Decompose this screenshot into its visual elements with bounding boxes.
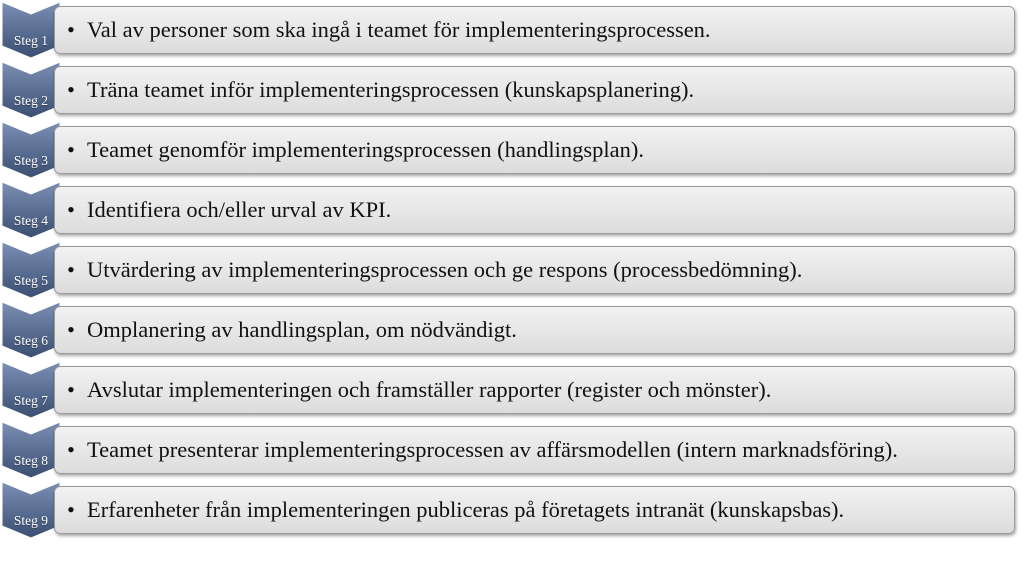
step-text: Teamet presenterar implementeringsprocessen av affärsmodellen (intern marknadsföring). <box>87 437 898 462</box>
bullet: • <box>67 497 75 522</box>
step-label: Steg 6 <box>13 333 49 348</box>
step-text: Teamet genomför implementeringsprocessen (handlingsplan). <box>87 137 645 162</box>
step-text: Val av personer som ska ingå i teamet för implementeringsprocessen. <box>87 17 711 42</box>
bullet: • <box>67 257 75 282</box>
step-row <box>54 186 1015 234</box>
step-label: Steg 3 <box>13 153 49 168</box>
step-chevron <box>2 122 60 178</box>
step-text: Erfarenheter från implementeringen publiceras på företagets intranät (kunskapsbas). <box>87 497 845 522</box>
step-label: Steg 4 <box>13 213 49 228</box>
step-row <box>54 426 1015 474</box>
step-label: Steg 9 <box>13 513 49 528</box>
bullet: • <box>67 437 75 462</box>
step-label: Steg 8 <box>13 453 49 468</box>
bullet: • <box>67 17 75 42</box>
bullet: • <box>67 317 75 342</box>
step-row <box>54 6 1015 54</box>
step-chevron <box>2 2 60 58</box>
step-label: Steg 2 <box>13 93 49 108</box>
step-chevron <box>2 422 60 478</box>
step-chevron <box>2 362 60 418</box>
step-label: Steg 7 <box>13 393 49 408</box>
step-chevron <box>2 302 60 358</box>
step-chevron <box>2 242 60 298</box>
step-chevron <box>2 62 60 118</box>
bullet: • <box>67 77 75 102</box>
step-row <box>54 366 1015 414</box>
bullet: • <box>67 137 75 162</box>
step-chevron <box>2 182 60 238</box>
step-row <box>54 246 1015 294</box>
step-text: Identifiera och/eller urval av KPI. <box>87 197 392 222</box>
step-chevron <box>2 482 60 538</box>
step-row <box>54 486 1015 534</box>
step-label: Steg 1 <box>13 33 49 48</box>
step-label: Steg 5 <box>13 273 49 288</box>
bullet: • <box>67 197 75 222</box>
step-row <box>54 66 1015 114</box>
step-text: Avslutar implementeringen och framställer rapporter (register och mönster). <box>87 377 772 402</box>
step-text: Träna teamet inför implementeringsprocessen (kunskapsplanering). <box>87 77 695 102</box>
step-row <box>54 306 1015 354</box>
step-row <box>54 126 1015 174</box>
step-text: Omplanering av handlingsplan, om nödvändigt. <box>87 317 517 342</box>
bullet: • <box>67 377 75 402</box>
step-text: Utvärdering av implementeringsprocessen och ge respons (processbedömning). <box>87 257 803 282</box>
